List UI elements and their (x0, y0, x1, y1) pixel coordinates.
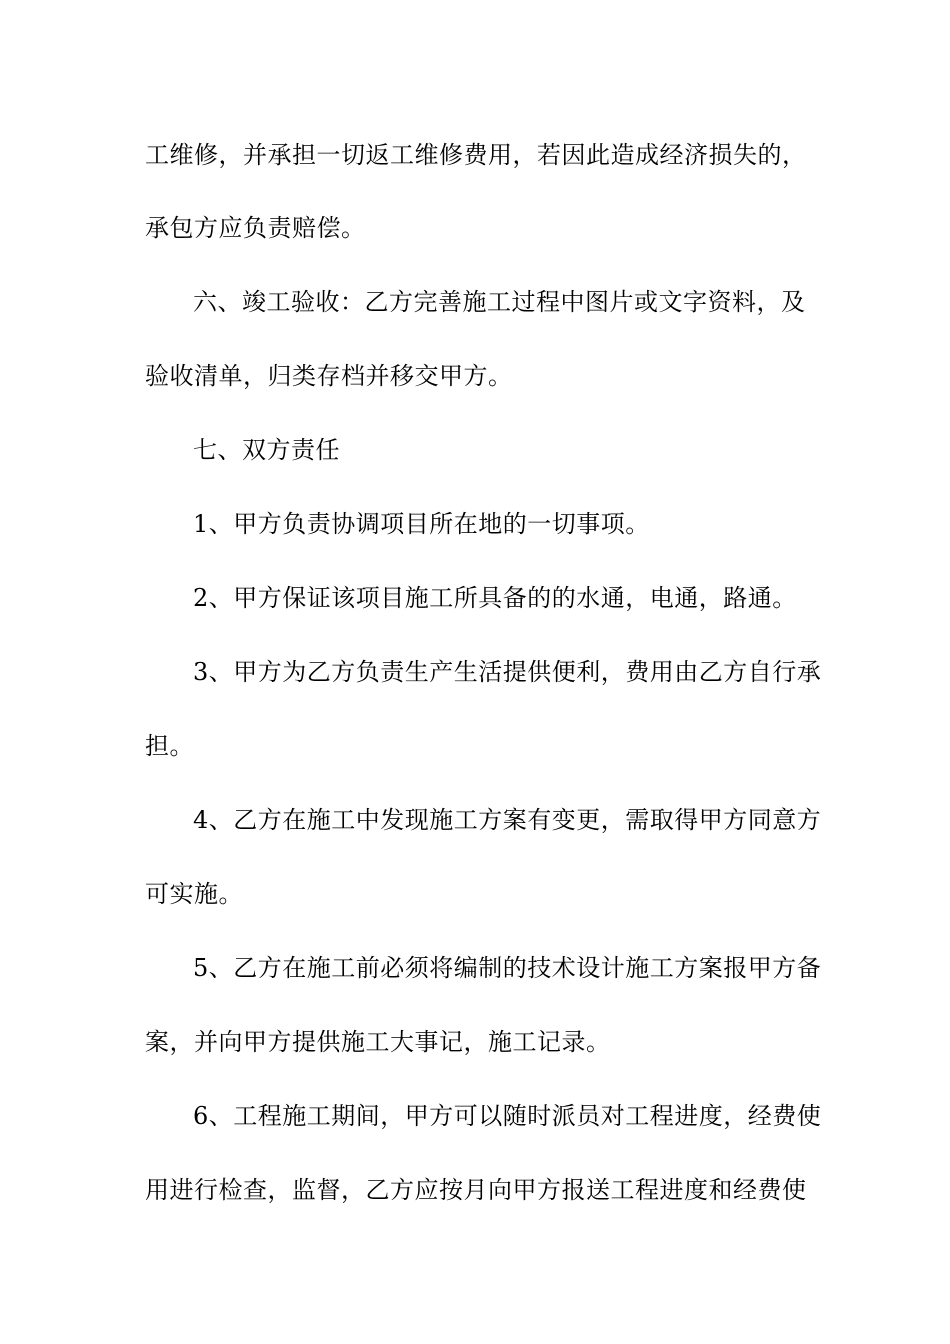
list-item: 2、甲方保证该项目施工所具备的的水通，电通，路通。 (193, 584, 797, 612)
list-item-continuation: 用进行检查，监督，乙方应按月向甲方报送工程进度和经费使 (145, 1176, 807, 1204)
paragraph-line: 承包方应负责赔偿。 (145, 214, 366, 242)
list-item: 1、甲方负责协调项目所在地的一切事项。 (193, 510, 650, 538)
list-item: 4、乙方在施工中发现施工方案有变更，需取得甲方同意方 (193, 806, 822, 834)
paragraph-line: 验收清单，归类存档并移交甲方。 (145, 362, 513, 390)
list-item: 6、工程施工期间，甲方可以随时派员对工程进度，经费使 (193, 1102, 822, 1130)
list-item: 5、乙方在施工前必须将编制的技术设计施工方案报甲方备 (193, 954, 822, 982)
section-heading: 七、双方责任 (193, 436, 340, 464)
list-item-continuation: 案，并向甲方提供施工大事记，施工记录。 (145, 1028, 611, 1056)
list-item: 3、甲方为乙方负责生产生活提供便利，费用由乙方自行承 (193, 658, 822, 686)
list-item-continuation: 担。 (145, 732, 194, 760)
section-heading-line: 六、竣工验收：乙方完善施工过程中图片或文字资料，及 (193, 288, 806, 316)
list-item-continuation: 可实施。 (145, 880, 243, 908)
paragraph-line: 工维修，并承担一切返工维修费用，若因此造成经济损失的， (145, 141, 807, 169)
